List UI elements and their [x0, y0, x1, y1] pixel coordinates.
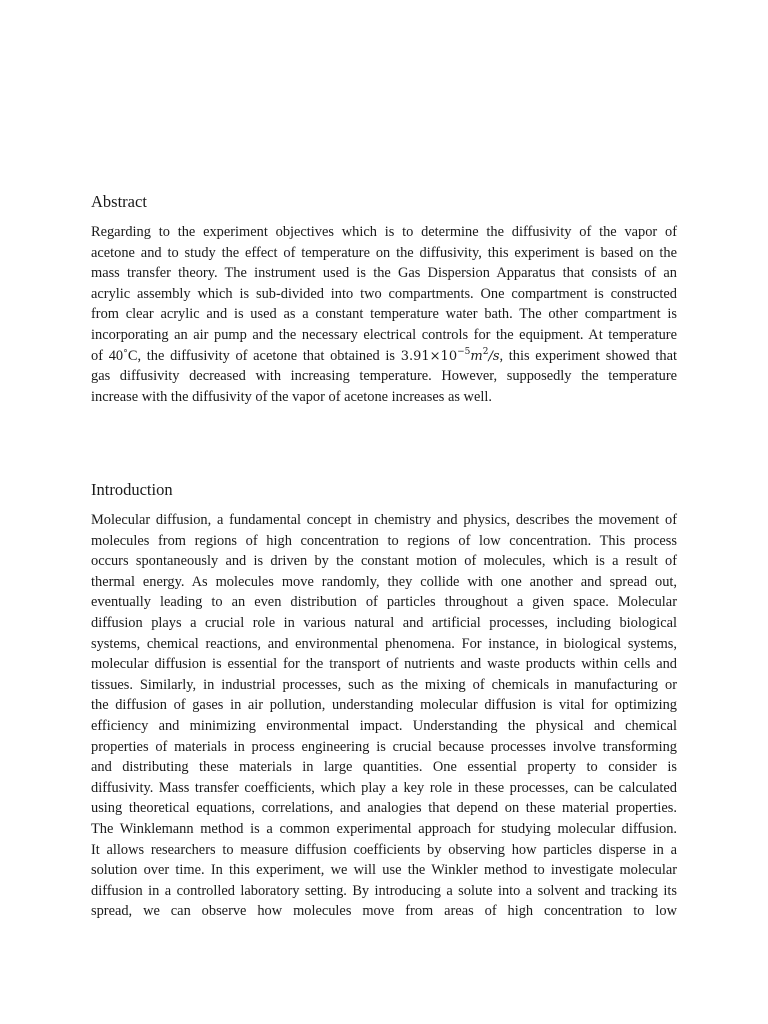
formula-unit-exponent: 2: [482, 346, 489, 357]
formula-base: 10: [440, 348, 458, 364]
abstract-line-with-formula: [91, 346, 677, 367]
abstract-line: increase with the diffusivity of the vapor of acetone increases as well.: [91, 388, 492, 405]
abstract-line: gas diffusivity decreased with increasing temperature. However, supposedly the temperature: [91, 368, 677, 385]
introduction-line: spread, we can observe how molecules move from areas of high concentration to low: [91, 903, 677, 920]
introduction-line: It allows researchers to measure diffusion coefficients by observing how particles disperse in a: [91, 841, 677, 858]
abstract-line: incorporating an air pump and the necessary electrical controls for the equipment. At temperature: [91, 326, 677, 343]
introduction-line: efficiency and minimizing environmental impact. Understanding the physical and chemical: [91, 717, 677, 734]
formula-mantissa: 3.91: [400, 348, 430, 364]
introduction-line: diffusion plays a crucial role in various natural and artificial processes, including biological: [91, 614, 677, 631]
introduction-line: diffusivity. Mass transfer coefficients, which play a key role in these processes, can be calculated: [91, 779, 677, 796]
abstract-paragraph: [91, 222, 677, 407]
introduction-line: the diffusion of gases in air pollution, understanding molecular diffusion is vital for optimizing: [91, 697, 677, 714]
introduction-line: tissues. Similarly, in industrial processes, such as the mixing of chemicals in manufacturing or: [91, 676, 677, 693]
formula-times: ×: [429, 348, 441, 364]
diffusivity-formula: [400, 346, 500, 364]
abstract-line: acrylic assembly which is sub-divided into two compartments. One compartment is constructed: [91, 285, 677, 302]
introduction-line: molecular diffusion is essential for the transport of nutrients and waste products within cells and: [91, 656, 677, 673]
abstract-line: Regarding to the experiment objectives which is to determine the diffusivity of the vapor of: [91, 224, 677, 240]
abstract-line: acetone and to study the effect of temperature on the diffusivity, this experiment is based on the: [91, 244, 677, 261]
introduction-line: systems, chemical reactions, and environmental phenomena. For instance, in biological systems,: [91, 635, 677, 652]
introduction-line: thermal energy. As molecules move randomly, they collide with one another and spread out,: [91, 573, 677, 590]
introduction-line: molecules from regions of high concentration to regions of low concentration. This process: [91, 532, 677, 549]
introduction-paragraph: [91, 510, 677, 922]
introduction-line: solution over time. In this experiment, we will use the Winkler method to investigate molecular: [91, 862, 677, 879]
abstract-line: from clear acrylic and is used as a constant temperature water bath. The other compartment is: [91, 306, 677, 323]
abstract-line-text: , this experiment showed that: [499, 347, 677, 364]
introduction-line: occurs spontaneously and is driven by the constant motion of molecules, which is a result of: [91, 553, 677, 570]
introduction-line: and distributing these materials in large quantities. One essential property to consider is: [91, 759, 677, 776]
introduction-heading: Introduction: [91, 480, 173, 499]
abstract-line-text: of 40˚C, the diffusivity of acetone that obtained is: [91, 347, 395, 364]
formula-exponent: −5: [457, 346, 471, 357]
introduction-line: diffusion in a controlled laboratory setting. By introducing a solute into a solvent and tracking its: [91, 882, 677, 899]
introduction-line: The Winklemann method is a common experimental approach for studying molecular diffusion.: [91, 820, 677, 837]
introduction-line: using theoretical equations, correlations, and analogies that depend on these material properties.: [91, 800, 677, 817]
formula-unit-rest: /s: [488, 348, 500, 364]
abstract-line: mass transfer theory. The instrument used is the Gas Dispersion Apparatus that consists of an: [91, 265, 677, 282]
introduction-line: properties of materials in process engineering is crucial because processes involve transforming: [91, 738, 677, 755]
abstract-heading: Abstract: [91, 192, 147, 211]
introduction-line: Molecular diffusion, a fundamental concept in chemistry and physics, describes the movement of: [91, 512, 677, 528]
formula-unit-base: m: [470, 348, 483, 364]
introduction-line: eventually leading to an even distribution of particles throughout a given space. Molecular: [91, 594, 677, 611]
